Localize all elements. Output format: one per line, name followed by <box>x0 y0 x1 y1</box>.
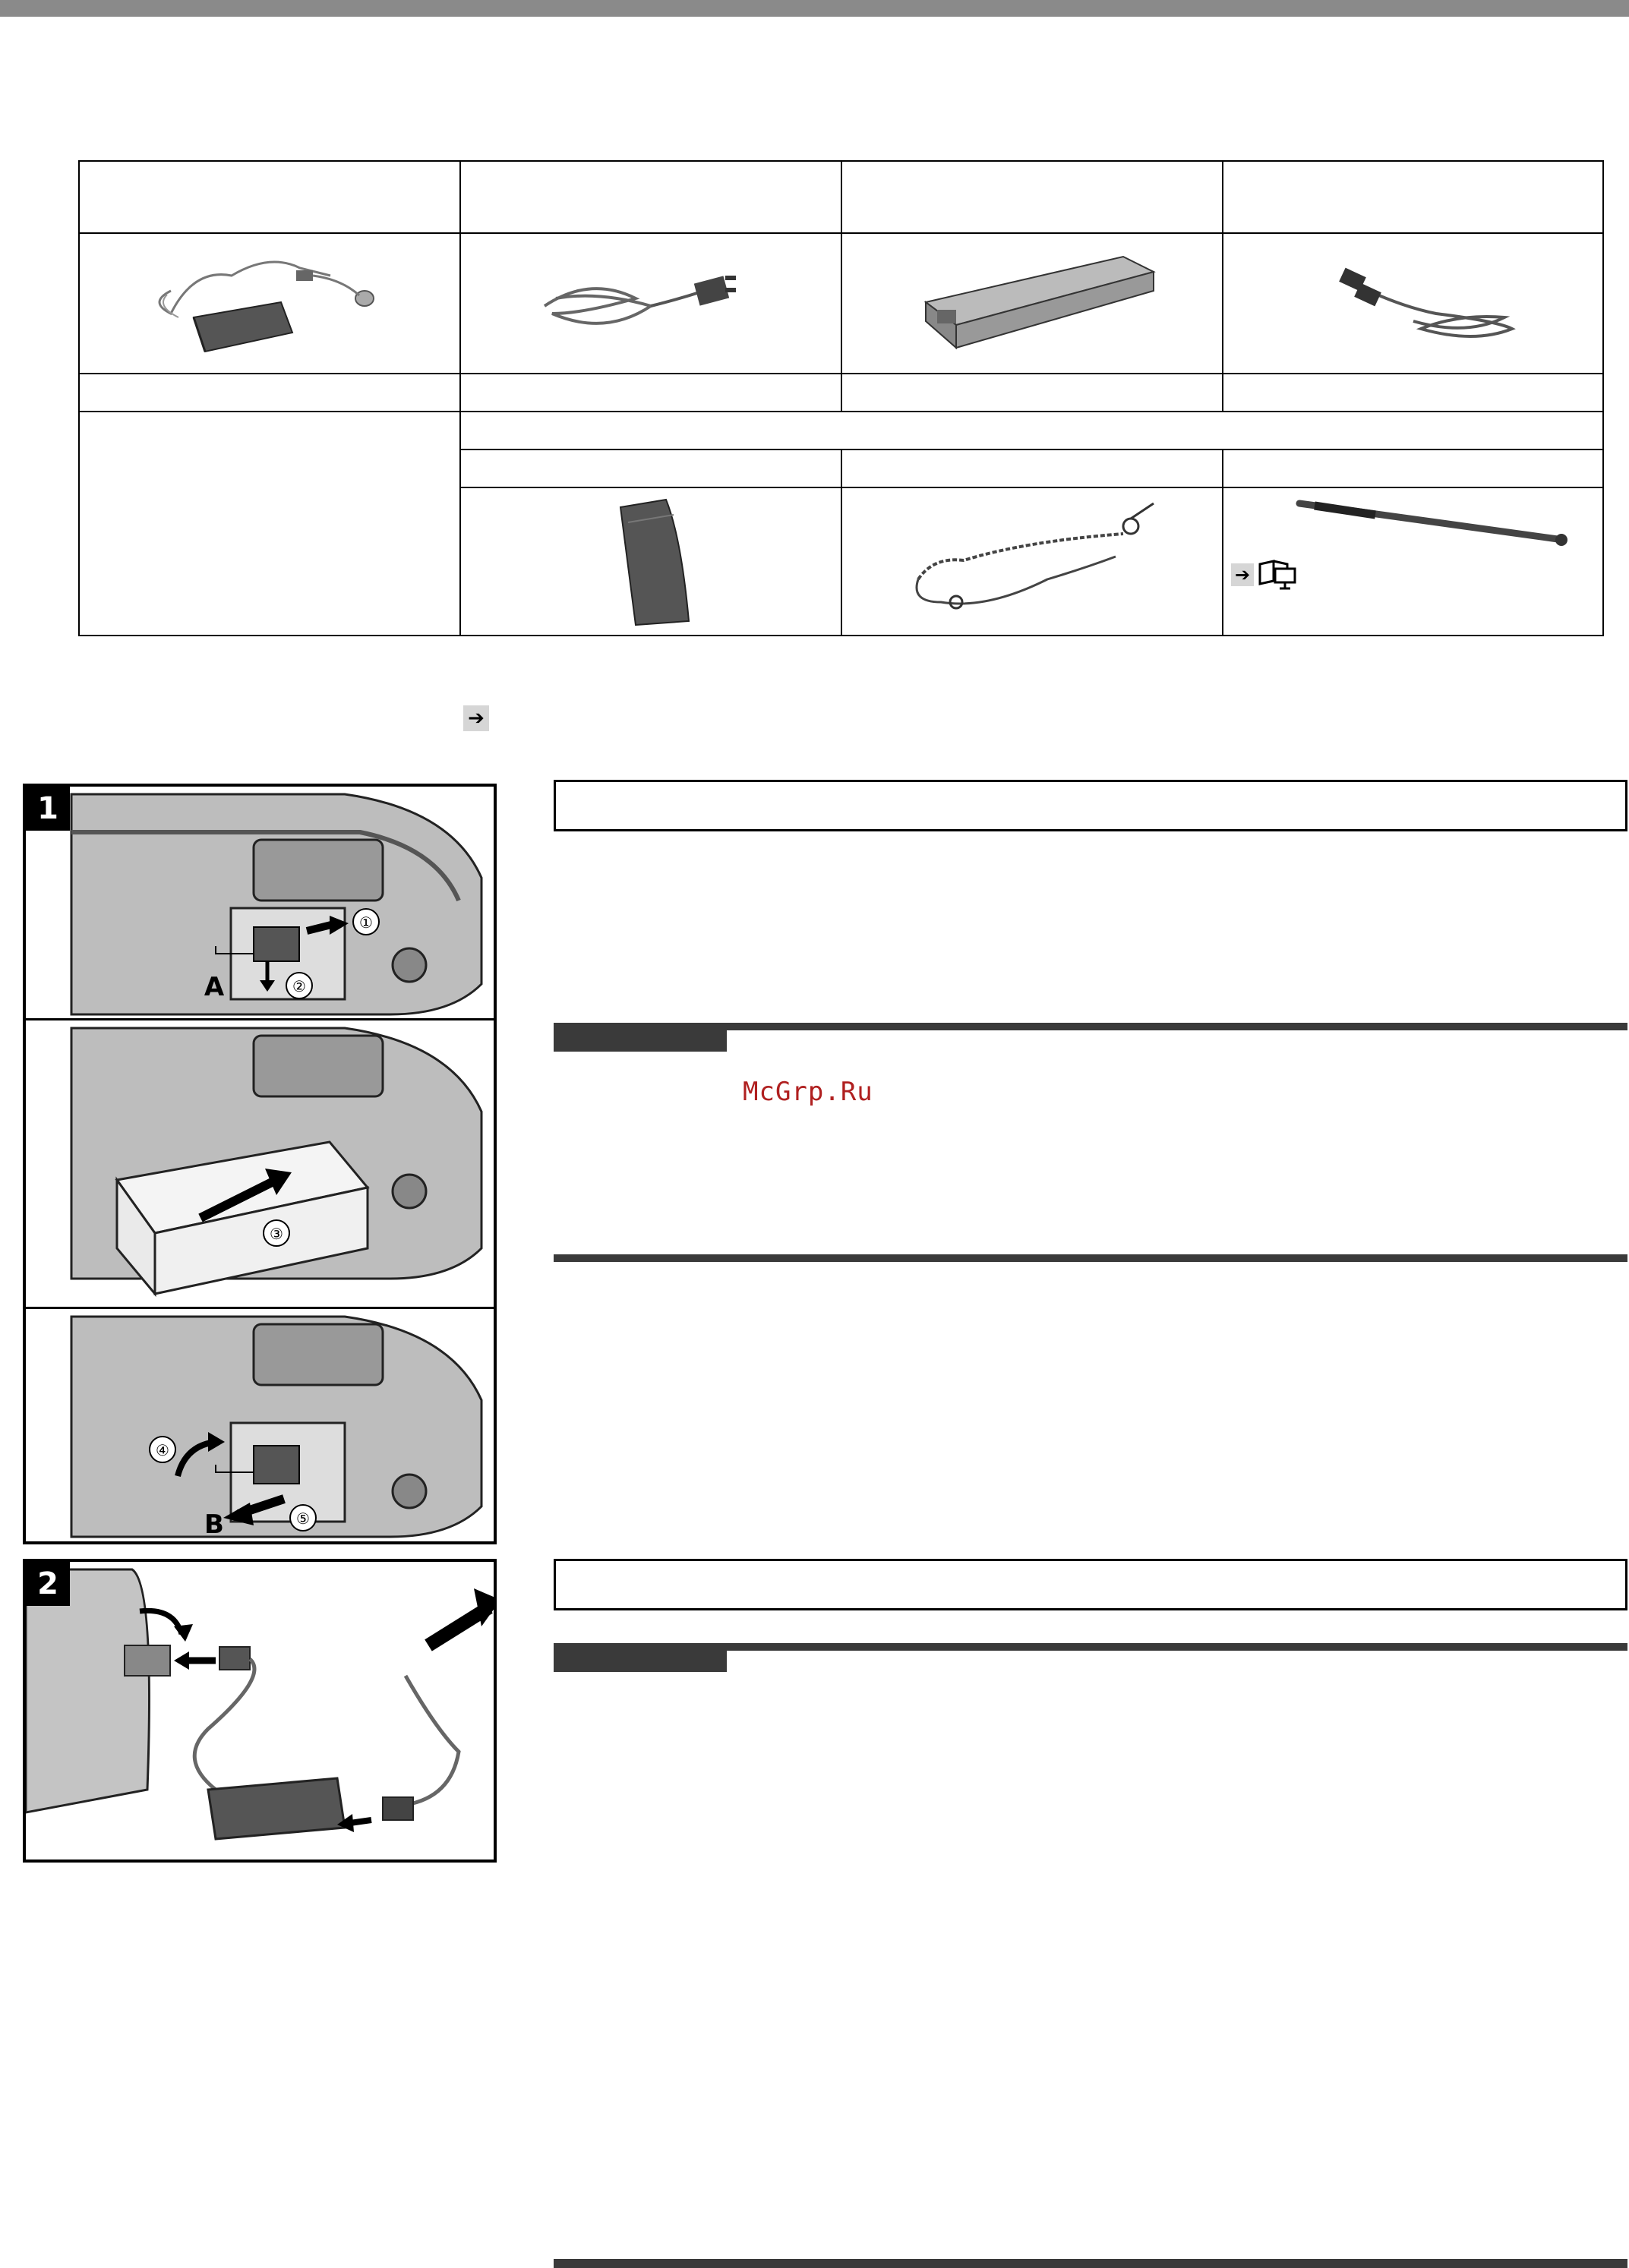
stylus-cell <box>1223 487 1603 636</box>
note-bottom-rule <box>554 1254 1627 1262</box>
table-cell <box>79 161 460 233</box>
right-arrow-icon: ➔ <box>463 705 489 731</box>
callout-a: A <box>204 972 225 1002</box>
manual-reference <box>1231 558 1298 591</box>
table-cell <box>460 449 841 487</box>
accessories-table <box>78 160 1604 636</box>
step-number-badge: 2 <box>26 1562 70 1606</box>
step-2-illustration <box>23 1559 497 1863</box>
table-cell <box>841 449 1223 487</box>
bottom-rule <box>554 2259 1627 2268</box>
step-1-heading-box <box>554 780 1627 831</box>
battery-pack-image <box>841 233 1223 374</box>
table-cell <box>1223 449 1603 487</box>
table-cell <box>841 161 1223 233</box>
step-number-badge: 1 <box>26 787 70 831</box>
marker-4: ④ <box>156 1441 169 1459</box>
watermark: McGrp.Ru <box>743 1077 873 1107</box>
marker-3: ③ <box>270 1225 283 1243</box>
table-cell <box>1223 161 1603 233</box>
table-cell <box>79 374 460 412</box>
callout-b: B <box>204 1509 224 1540</box>
marker-2: ② <box>292 977 306 995</box>
table-cell <box>460 161 841 233</box>
note-label-tab <box>554 1023 727 1052</box>
note-label-tab <box>554 1643 727 1672</box>
marker-1: ① <box>359 913 373 932</box>
modem-cable-image <box>1223 233 1603 374</box>
tether-image <box>841 487 1223 636</box>
step-1c-panel <box>26 1307 494 1544</box>
top-bar <box>0 0 1629 17</box>
table-cell <box>460 412 1603 449</box>
step-1a-panel <box>26 787 494 1018</box>
step-1-illustration <box>23 784 497 1544</box>
soft-cloth-image <box>460 487 841 636</box>
table-cell <box>460 374 841 412</box>
table-cell <box>79 412 460 636</box>
onscreen-manual-icon <box>1257 558 1298 591</box>
marker-5: ⑤ <box>296 1509 310 1528</box>
ac-cord-image <box>460 233 841 374</box>
right-arrow-icon: ➔ <box>1231 563 1254 586</box>
ac-adaptor-image <box>79 233 460 374</box>
step-1b-panel <box>26 1018 494 1309</box>
step-2-heading-box <box>554 1559 1627 1610</box>
table-cell <box>841 374 1223 412</box>
table-cell <box>1223 374 1603 412</box>
